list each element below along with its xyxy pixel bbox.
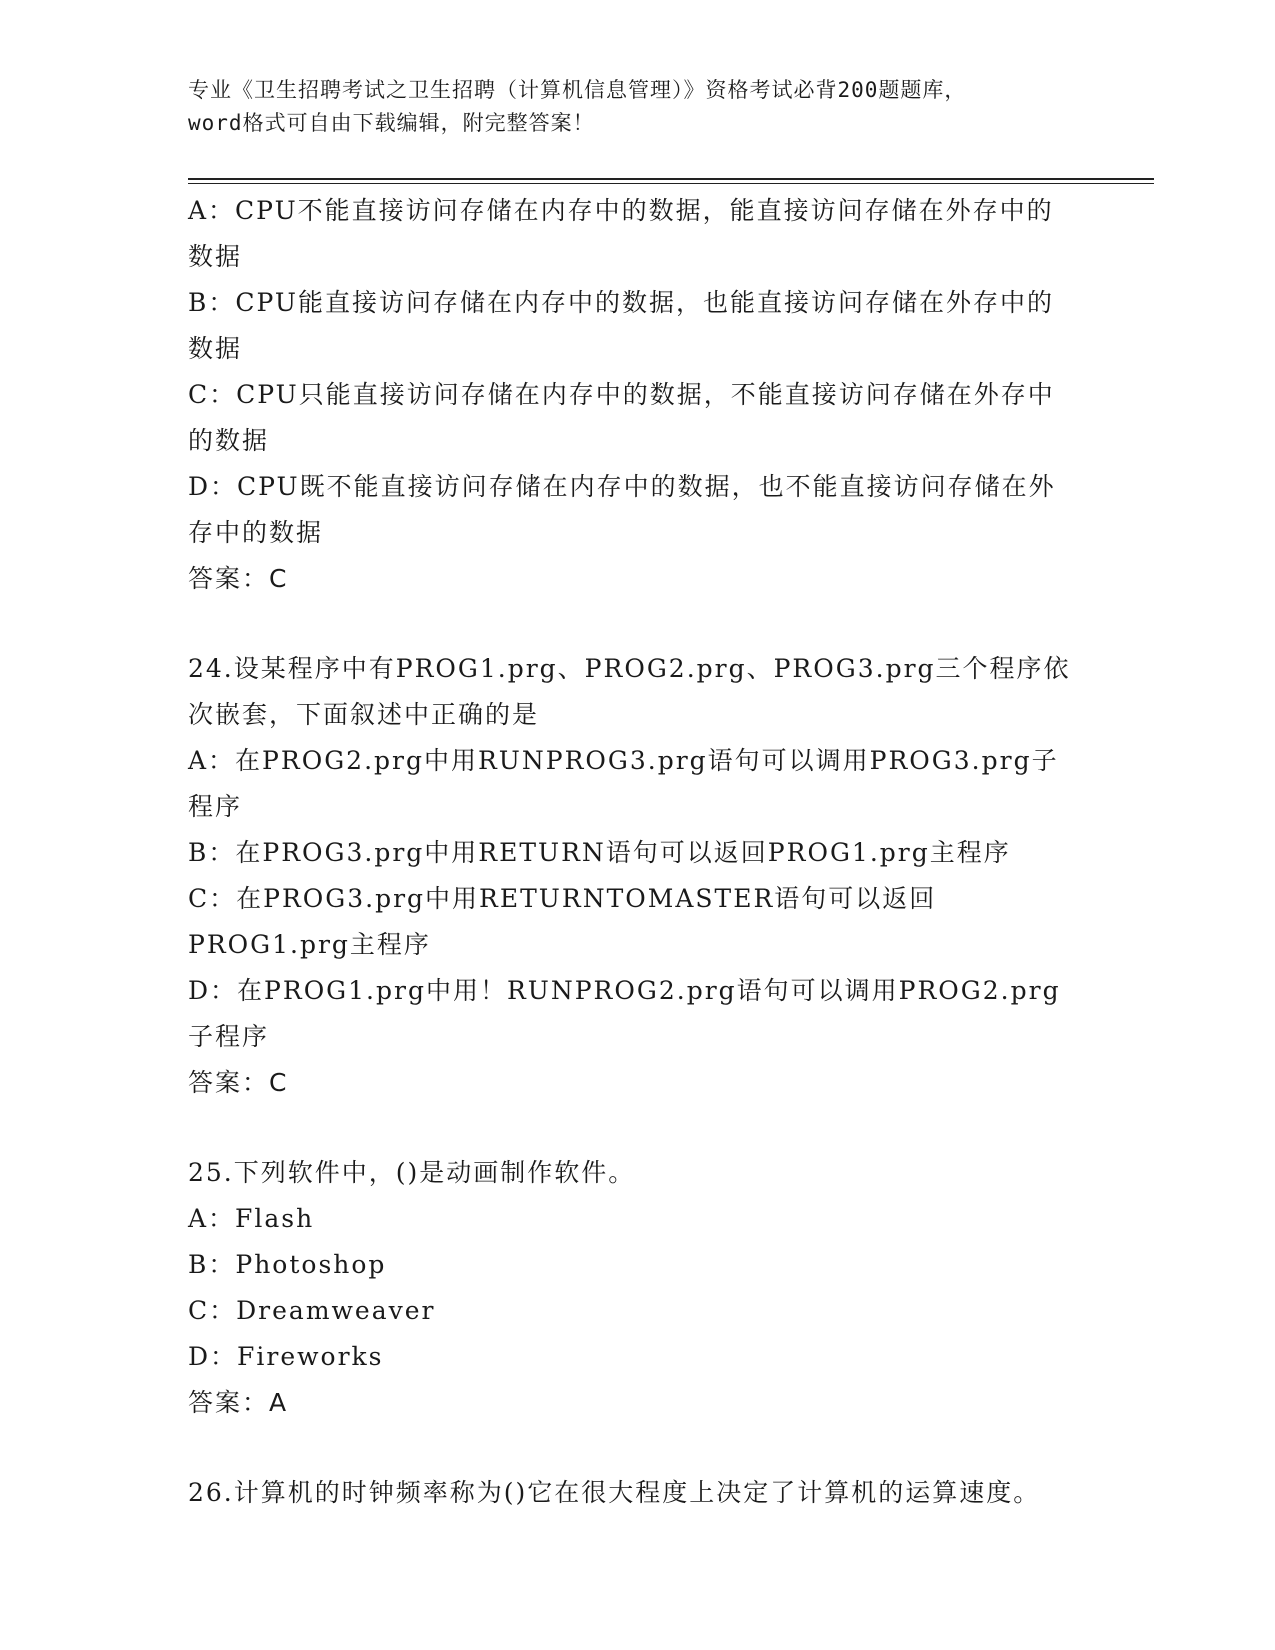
option-d: D：CPU既不能直接访问存储在内存中的数据，也不能直接访问存储在外存中的数据 [188,472,1056,547]
question-26 [188,1470,1078,1516]
document-header [188,74,1088,140]
option-d: D：在PROG1.prg中用！RUNPROG2.prg语句可以调用PROG2.prg子程序 [188,976,1061,1051]
question-spacer [188,1426,1078,1470]
question-stem: 25.下列软件中，()是动画制作软件。 [188,1158,636,1187]
question-spacer [188,602,1078,646]
question-stem: 24.设某程序中有PROG1.prg、PROG2.prg、PROG3.prg三个程序依次嵌套，下面叙述中正确的是 [188,654,1071,729]
question-list [188,188,1078,1516]
question-spacer [188,1106,1078,1150]
question-stem: 26.计算机的时钟频率称为()它在很大程度上决定了计算机的运算速度。 [188,1478,1041,1507]
answer: 答案：A [188,1388,289,1417]
header-divider-thin [188,183,1154,184]
answer: 答案：C [188,564,289,593]
option-b: B：CPU能直接访问存储在内存中的数据，也能直接访问存储在外存中的数据 [188,288,1054,363]
option-b: B：在PROG3.prg中用RETURN语句可以返回PROG1.prg主程序 [188,838,1011,867]
answer: 答案：C [188,1068,289,1097]
option-a: A：CPU不能直接访问存储在内存中的数据，能直接访问存储在外存中的数据 [188,196,1054,271]
header-line-1: 专业《卫生招聘考试之卫生招聘（计算机信息管理）》资格考试必背200题题库， [188,78,967,102]
header-line-2: word格式可自由下载编辑，附完整答案！ [188,111,595,135]
option-d: D：Fireworks [188,1342,384,1371]
option-c: C：Dreamweaver [188,1296,436,1325]
option-a: A：Flash [188,1204,315,1233]
option-a: A：在PROG2.prg中用RUNPROG3.prg语句可以调用PROG3.prg子程序 [188,746,1059,821]
question-23 [188,188,1078,602]
question-24 [188,646,1078,1106]
option-c: C：CPU只能直接访问存储在内存中的数据，不能直接访问存储在外存中的数据 [188,380,1055,455]
header-divider-thick [188,178,1154,180]
question-25 [188,1150,1078,1426]
option-c: C：在PROG3.prg中用RETURNTOMASTER语句可以返回PROG1.prg主程序 [188,884,937,959]
option-b: B：Photoshop [188,1250,387,1279]
